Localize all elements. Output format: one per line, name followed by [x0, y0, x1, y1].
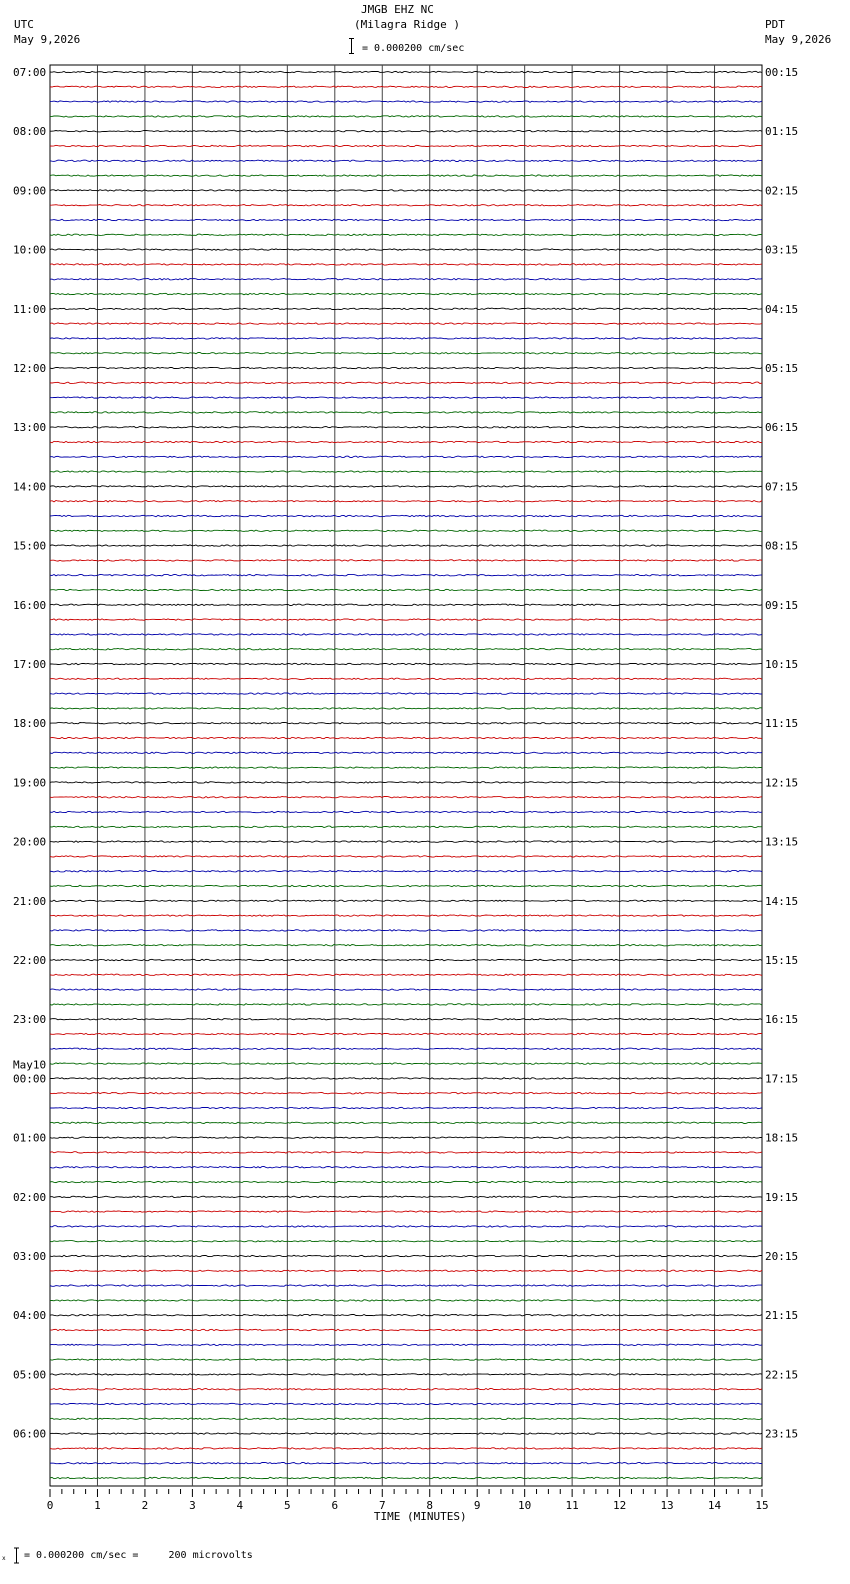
x-tick-label: 15 — [755, 1499, 769, 1512]
x-tick-label: 7 — [378, 1499, 386, 1512]
seismic-trace — [50, 900, 762, 901]
left-hour-label: 19:00 — [13, 776, 47, 790]
left-hour-label: 04:00 — [13, 1309, 47, 1323]
trace-lines — [50, 71, 762, 1478]
seismic-trace — [50, 1448, 762, 1449]
seismic-trace — [50, 1004, 762, 1005]
seismic-trace — [50, 101, 762, 102]
right-hour-label: 10:15 — [765, 658, 799, 671]
seismic-trace — [50, 1389, 762, 1390]
seismic-trace — [50, 145, 762, 146]
x-tick-label: 1 — [94, 1499, 101, 1512]
x-tick-label: 12 — [612, 1499, 627, 1512]
seismic-trace — [50, 1344, 762, 1345]
seismic-trace — [50, 116, 762, 117]
left-hour-label: 17:00 — [13, 658, 47, 671]
left-hour-label: 23:00 — [13, 1013, 47, 1027]
left-hour-label: 02:00 — [13, 1190, 47, 1204]
seismic-trace — [50, 1078, 762, 1079]
seismic-trace — [50, 826, 762, 827]
seismic-trace — [50, 308, 762, 309]
seismic-trace — [50, 678, 762, 679]
right-hour-label: 04:15 — [765, 302, 799, 316]
seismic-trace — [50, 856, 762, 857]
seismic-trace — [50, 1167, 762, 1168]
left-hour-label: 01:00 — [13, 1131, 47, 1145]
footer-scale-note: = 0.000200 cm/sec = 200 microvolts — [24, 1550, 253, 1561]
seismic-trace — [50, 1019, 762, 1020]
left-hour-label: 15:00 — [13, 539, 47, 553]
seismic-trace — [50, 1255, 762, 1256]
seismic-trace — [50, 1374, 762, 1375]
x-tick-label: 3 — [189, 1499, 196, 1512]
seismic-trace — [50, 974, 762, 975]
time-axis — [47, 1489, 769, 1523]
seismic-trace — [50, 1433, 762, 1434]
seismic-trace — [50, 604, 762, 605]
seismic-trace — [50, 1359, 762, 1360]
right-hour-label: 01:15 — [765, 125, 799, 139]
left-hour-label: 16:00 — [13, 598, 47, 612]
seismic-trace — [50, 382, 762, 383]
right-hour-label: 18:15 — [765, 1131, 799, 1145]
seismic-trace — [50, 782, 762, 783]
right-hour-label: 12:15 — [765, 776, 799, 790]
seismic-trace — [50, 71, 762, 72]
x-tick-label: 5 — [284, 1499, 291, 1512]
svg-text:x: x — [2, 1555, 6, 1562]
left-hour-label: 07:00 — [13, 66, 47, 79]
right-hour-label: 06:15 — [765, 421, 799, 435]
seismic-trace — [50, 190, 762, 191]
seismic-trace — [50, 737, 762, 738]
seismic-trace — [50, 959, 762, 960]
plot-frame — [50, 65, 762, 1486]
seismic-trace — [50, 353, 762, 354]
seismic-trace — [50, 1033, 762, 1034]
seismic-trace — [50, 767, 762, 768]
seismic-trace — [50, 338, 762, 339]
seismic-trace — [50, 293, 762, 294]
seismic-trace — [50, 885, 762, 886]
seismic-trace — [50, 989, 762, 990]
seismic-trace — [50, 693, 762, 694]
seismic-trace — [50, 441, 762, 442]
right-hour-label: 07:15 — [765, 480, 799, 494]
seismic-trace — [50, 530, 762, 531]
seismic-trace — [50, 545, 762, 546]
x-tick-label: 6 — [331, 1499, 339, 1512]
right-hour-label: 08:15 — [765, 539, 799, 553]
left-hour-label: 14:00 — [13, 480, 47, 494]
left-hour-label: 03:00 — [13, 1250, 47, 1263]
seismic-trace — [50, 1315, 762, 1316]
left-hour-label: 08:00 — [13, 125, 47, 139]
seismic-trace — [50, 575, 762, 576]
left-hour-label: 10:00 — [13, 243, 47, 257]
left-hour-label: 06:00 — [13, 1427, 47, 1441]
seismic-trace — [50, 589, 762, 590]
right-hour-label: 03:15 — [765, 243, 799, 257]
seismic-trace — [50, 1211, 762, 1212]
seismic-trace — [50, 797, 762, 798]
seismic-trace — [50, 501, 762, 502]
seismic-trace — [50, 1093, 762, 1094]
scale-label: = 0.000200 cm/sec — [362, 43, 465, 54]
x-tick-label: 8 — [426, 1499, 434, 1512]
seismic-trace — [50, 279, 762, 280]
left-hour-label: 11:00 — [13, 302, 47, 316]
seismic-trace — [50, 1048, 762, 1049]
seismic-trace — [50, 945, 762, 946]
seismic-trace — [50, 160, 762, 161]
right-hour-label: 22:15 — [765, 1368, 799, 1382]
left-timezone: UTC — [14, 18, 34, 31]
seismic-trace — [50, 723, 762, 724]
seismic-trace — [50, 1122, 762, 1123]
left-hour-label: 18:00 — [13, 717, 47, 731]
seismic-trace — [50, 249, 762, 250]
seismic-trace — [50, 486, 762, 487]
seismic-trace — [50, 1300, 762, 1301]
right-hour-label: 13:15 — [765, 835, 799, 849]
seismic-trace — [50, 649, 762, 650]
seismic-trace — [50, 634, 762, 635]
seismic-trace — [50, 427, 762, 428]
seismic-trace — [50, 1241, 762, 1242]
right-hour-label: 14:15 — [765, 894, 799, 908]
seismic-trace — [50, 515, 762, 516]
seismic-trace — [50, 1477, 762, 1478]
seismic-trace — [50, 841, 762, 842]
seismic-trace — [50, 1063, 762, 1064]
seismic-trace — [50, 619, 762, 620]
seismic-trace — [50, 871, 762, 872]
seismic-trace — [50, 323, 762, 324]
right-hour-label: 02:15 — [765, 184, 799, 198]
seismic-trace — [50, 234, 762, 235]
left-date: May 9,2026 — [14, 33, 81, 46]
left-hour-label: 12:00 — [13, 362, 47, 375]
left-hour-label: 21:00 — [13, 894, 47, 908]
right-hour-label: 15:15 — [765, 954, 799, 967]
hour-labels — [13, 66, 798, 1441]
right-hour-label: 21:15 — [765, 1309, 799, 1323]
seismic-trace — [50, 1107, 762, 1108]
seismic-trace — [50, 1329, 762, 1330]
x-tick-label: 2 — [141, 1499, 149, 1512]
x-tick-label: 11 — [565, 1499, 579, 1512]
seismic-trace — [50, 1403, 762, 1404]
seismic-trace — [50, 1137, 762, 1138]
x-tick-label: 9 — [473, 1499, 481, 1512]
right-date: May 9,2026 — [765, 33, 832, 46]
seismic-trace — [50, 708, 762, 709]
x-tick-label: 13 — [660, 1499, 674, 1512]
left-hour-label: 20:00 — [13, 835, 47, 849]
seismic-trace — [50, 1463, 762, 1464]
station-title: JMGB EHZ NC — [361, 3, 434, 16]
left-hour-label: 00:00 — [13, 1072, 47, 1086]
seismic-trace — [50, 1270, 762, 1271]
grid-lines — [50, 65, 762, 1486]
date-change-label: May10 — [13, 1058, 47, 1072]
x-tick-label: 4 — [236, 1499, 244, 1512]
left-hour-label: 22:00 — [13, 954, 47, 967]
seismic-trace — [50, 1152, 762, 1153]
seismic-trace — [50, 264, 762, 265]
right-hour-label: 17:15 — [765, 1072, 799, 1086]
seismic-trace — [50, 1285, 762, 1286]
right-hour-label: 20:15 — [765, 1250, 799, 1263]
x-axis-label: TIME (MINUTES) — [373, 1510, 467, 1523]
left-hour-label: 13:00 — [13, 421, 47, 435]
seismic-trace — [50, 1196, 762, 1197]
seismic-trace — [50, 219, 762, 220]
station-location: (Milagra Ridge ) — [354, 18, 460, 31]
x-tick-label: 0 — [46, 1499, 54, 1512]
seismic-trace — [50, 367, 762, 368]
seismic-trace — [50, 811, 762, 812]
right-hour-label: 19:15 — [765, 1190, 799, 1204]
seismic-trace — [50, 131, 762, 132]
seismic-trace — [50, 752, 762, 753]
x-tick-label: 14 — [707, 1499, 722, 1512]
seismic-trace — [50, 86, 762, 87]
seismic-trace — [50, 663, 762, 664]
seismic-trace — [50, 560, 762, 561]
seismic-trace — [50, 471, 762, 472]
right-hour-label: 23:15 — [765, 1427, 799, 1441]
seismic-trace — [50, 1226, 762, 1227]
left-hour-label: 05:00 — [13, 1368, 47, 1382]
right-hour-label: 05:15 — [765, 362, 799, 375]
left-hour-label: 09:00 — [13, 184, 47, 198]
seismic-trace — [50, 205, 762, 206]
right-hour-label: 09:15 — [765, 598, 799, 612]
right-hour-label: 00:15 — [765, 66, 799, 79]
right-hour-label: 11:15 — [765, 717, 799, 731]
seismic-trace — [50, 456, 762, 457]
right-timezone: PDT — [765, 18, 785, 31]
x-tick-label: 10 — [518, 1499, 532, 1512]
seismic-trace — [50, 915, 762, 916]
seismic-trace — [50, 930, 762, 931]
seismic-trace — [50, 1418, 762, 1419]
seismic-trace — [50, 175, 762, 176]
right-hour-label: 16:15 — [765, 1013, 799, 1027]
seismic-trace — [50, 412, 762, 413]
seismic-trace — [50, 397, 762, 398]
seismic-trace — [50, 1181, 762, 1182]
